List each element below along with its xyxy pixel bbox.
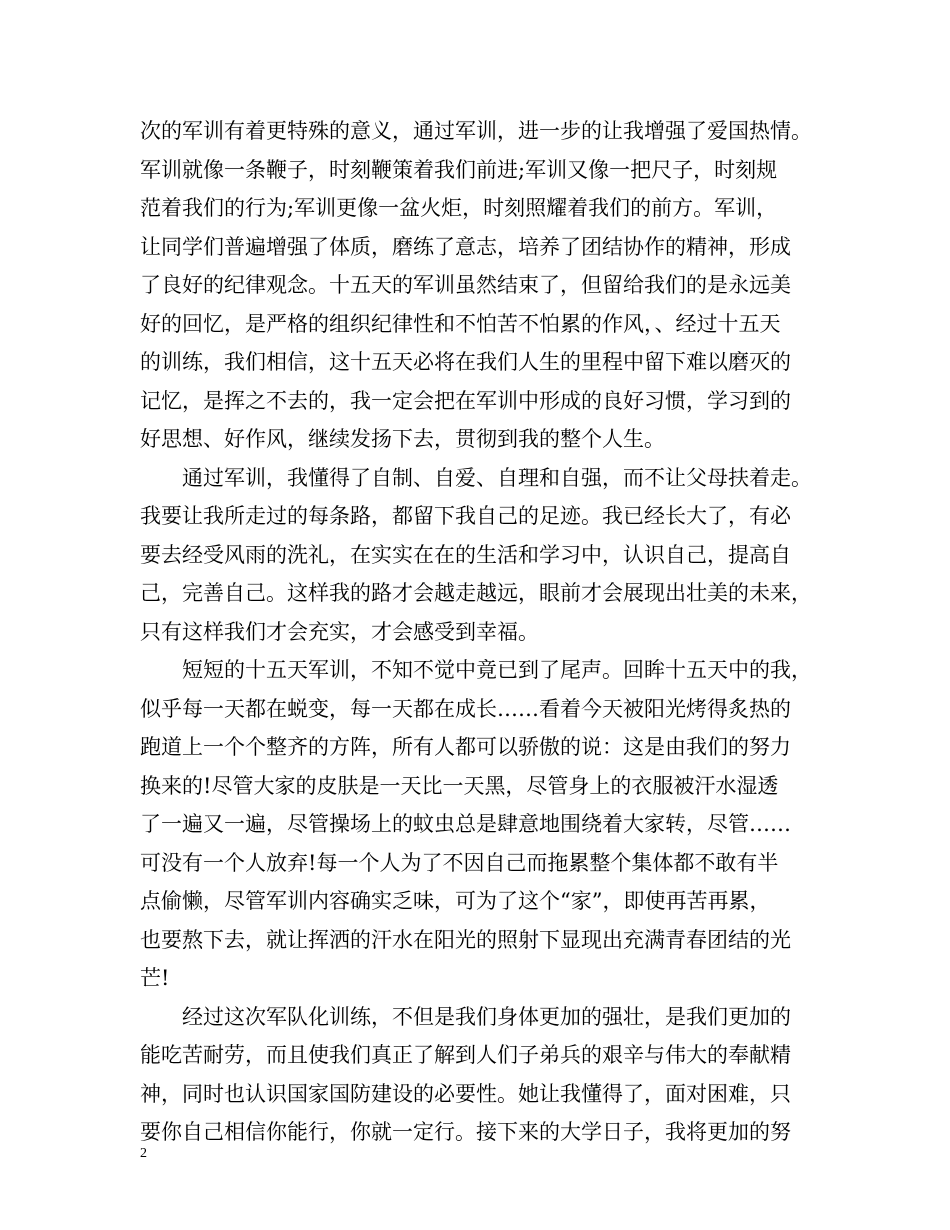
- text-line: 记忆，是挥之不去的，我一定会把在军训中形成的良好习惯，学习到的: [140, 388, 791, 413]
- text-line: 己，完善自己。这样我的路才会越走越远，眼前才会展现出壮美的未来，: [140, 581, 812, 605]
- text-line: 芒!: [140, 966, 170, 990]
- text-line: 了一遍又一遍，尽管操场上的蚊虫总是肆意地围绕着大家转，尽管……: [140, 812, 791, 836]
- text-line: 换来的!尽管大家的皮肤是一天比一天黑，尽管身上的衣服被汗水湿透: [140, 773, 779, 798]
- text-line: 神，同时也认识国家国防建设的必要性。她让我懂得了，面对困难，只: [140, 1081, 791, 1106]
- text-line: 好思想、好作风，继续发扬下去，贯彻到我的整个人生。: [140, 427, 665, 451]
- text-line: 军训就像一条鞭子，时刻鞭策着我们前进;军训又像一把尺子，时刻规: [140, 157, 778, 182]
- text-line: 可没有一个人放弃!每一个人为了不因自己而拖累整个集体都不敢有半: [140, 850, 779, 875]
- text-line: 的训练，我们相信，这十五天必将在我们人生的里程中留下难以磨灭的: [140, 350, 791, 374]
- text-line: 要你自己相信你能行，你就一定行。接下来的大学日子，我将更加的努: [140, 1120, 791, 1144]
- text-line: 能吃苦耐劳，而且使我们真正了解到人们子弟兵的艰辛与伟大的奉献精: [140, 1043, 791, 1067]
- text-line: 了良好的纪律观念。十五天的军训虽然结束了，但留给我们的是永远美: [140, 273, 791, 297]
- text-line: 要去经受风雨的洗礼，在实实在在的生活和学习中，认识自己，提高自: [140, 542, 791, 567]
- text-line: 好的回忆，是严格的组织纪律性和不怕苦不怕累的作风，、经过十五天: [140, 311, 781, 336]
- text-line: 通过军训，我懂得了自制、自爱、自理和自强，而不让父母扶着走。: [140, 465, 812, 490]
- text-line: 让同学们普遍增强了体质，磨练了意志，培养了团结协作的精神，形成: [140, 234, 791, 259]
- text-line: 次的军训有着更特殊的意义，通过军训，进一步的让我增强了爱国热情。: [140, 119, 812, 143]
- text-line: 也要熬下去，就让挥洒的汗水在阳光的照射下显现出充满青春团结的光: [140, 927, 791, 952]
- text-line: 点偷懒，尽管军训内容确实乏味，可为了这个“家”，即使再苦再累，: [140, 889, 771, 913]
- text-line: 跑道上一个个整齐的方阵，所有人都可以骄傲的说：这是由我们的努力: [140, 735, 791, 759]
- text-line: 只有这样我们才会充实，才会感受到幸福。: [140, 619, 539, 644]
- text-line: 似乎每一天都在蜕变，每一天都在成长……看着今天被阳光烤得炙热的: [140, 696, 791, 721]
- text-line: 经过这次军队化训练，不但是我们身体更加的强壮，是我们更加的: [140, 1004, 791, 1029]
- body-text: [140, 112, 830, 1152]
- text-line: 短短的十五天军训，不知不觉中竟已到了尾声。回眸十五天中的我，: [140, 658, 812, 682]
- page-number: 2: [140, 1146, 147, 1161]
- text-line: 范着我们的行为;军训更像一盆火炬，时刻照耀着我们的前方。军训，: [140, 196, 778, 220]
- text-line: 我要让我所走过的每条路，都留下我自己的足迹。我已经长大了，有必: [140, 504, 791, 528]
